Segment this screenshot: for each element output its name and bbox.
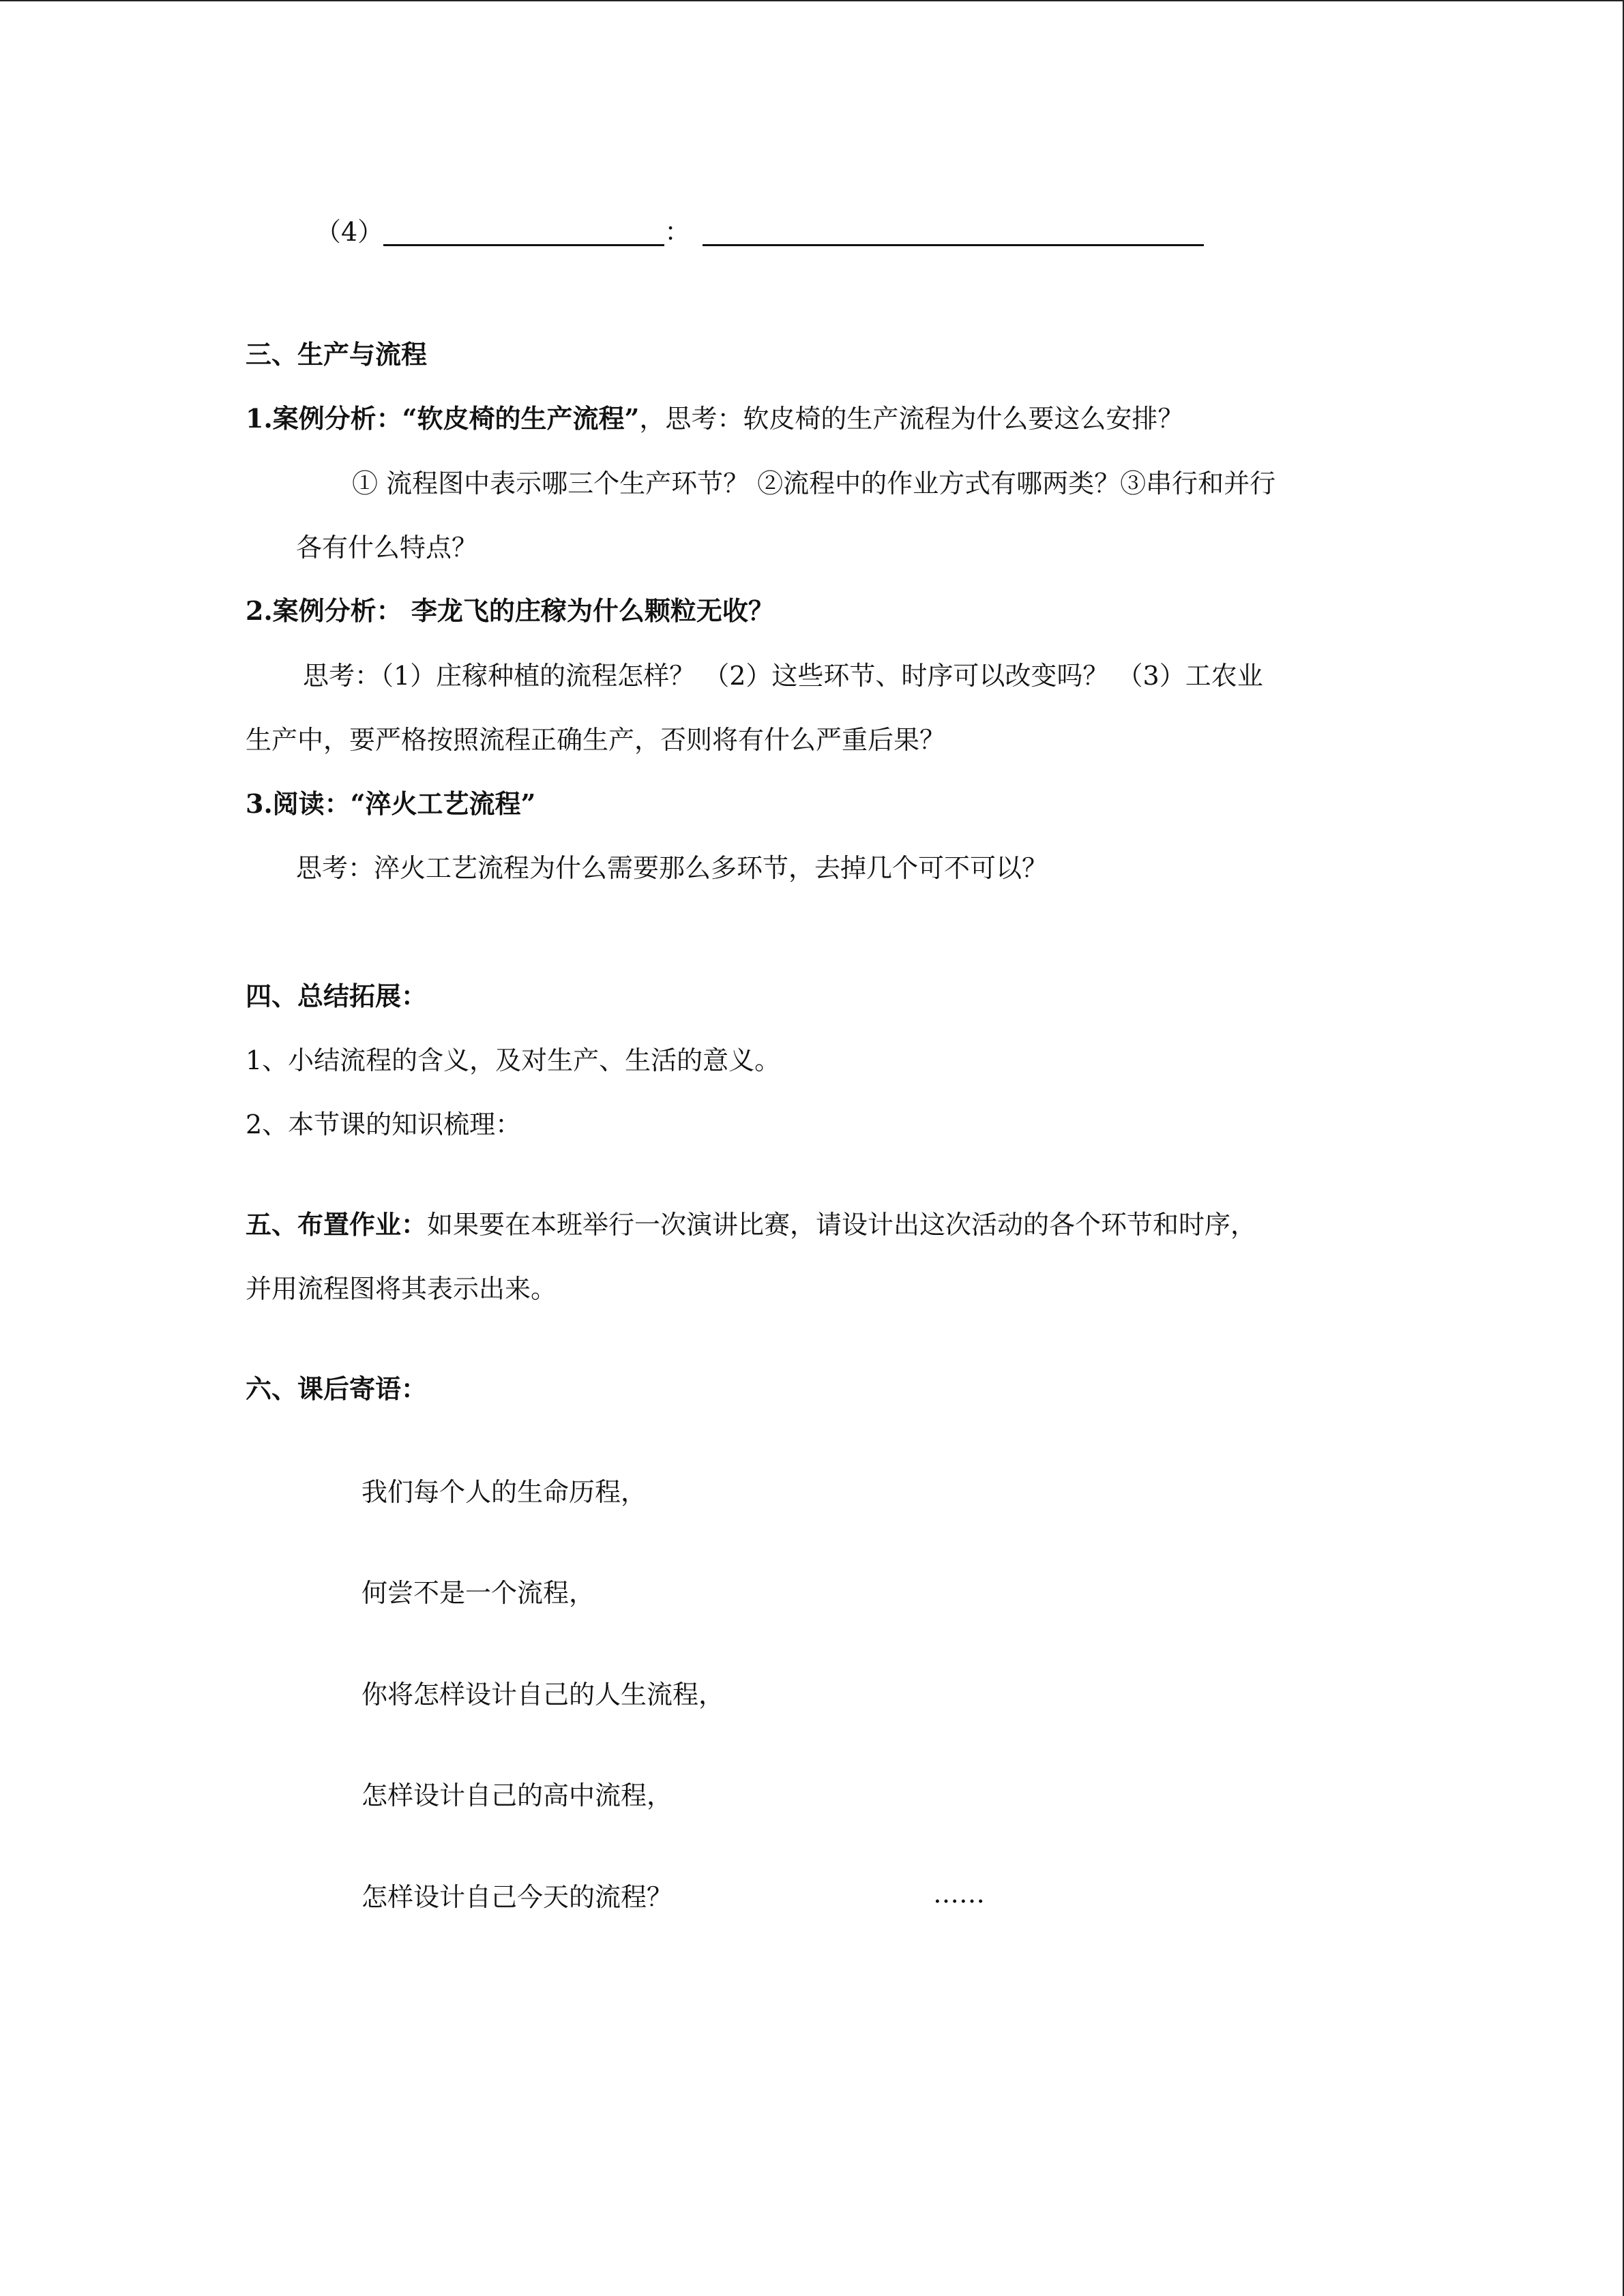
homework-line-2: 并用流程图将其表示出来。 [246, 1274, 557, 1304]
case-1-label: 1.案例分析：“软皮椅的生产流程” [246, 403, 640, 434]
poem-line-2: 何尝不是一个流程， [361, 1578, 595, 1608]
case-1-question: ，思考：软皮椅的生产流程为什么要这么安排？ [639, 404, 1184, 434]
case-2-label: 2.案例分析： 李龙飞的庄稼为什么颗粒无收？ [246, 595, 774, 626]
case-1-questions-line-2: 各有什么特点？ [296, 533, 478, 563]
summary-item-2: 2、本节课的知识梳理： [246, 1109, 522, 1139]
section-6-heading: 六、课后寄语： [246, 1373, 428, 1404]
item-separator: ： [664, 217, 691, 247]
summary-item-1: 1、小结流程的含义，及对生产、生活的意义。 [246, 1045, 781, 1075]
homework-text: 如果要在本班举行一次演讲比赛，请设计出这次活动的各个环节和时序， [427, 1210, 1257, 1240]
poem-line-5: 怎样设计自己今天的流程？ [361, 1882, 673, 1912]
case-1-line [246, 402, 1183, 436]
poem-line-1: 我们每个人的生命历程， [361, 1477, 647, 1507]
fill-in-item-4 [315, 215, 1204, 249]
blank-line-right [703, 217, 1204, 246]
case-2-think-line-2: 生产中，要严格按照流程正确生产，否则将有什么严重后果？ [246, 725, 946, 755]
poem-line-3: 你将怎样设计自己的人生流程， [361, 1680, 725, 1710]
poem-line-4: 怎样设计自己的高中流程， [361, 1780, 673, 1810]
section-4-heading: 四、总结拓展： [246, 981, 428, 1011]
case-1-questions-line-1: ① 流程图中表示哪三个生产环节？ ②流程中的作业方式有哪两类？③串行和并行 [352, 468, 1276, 498]
section-5-heading: 五、布置作业： [246, 1209, 428, 1240]
page-top-border [0, 0, 1624, 1]
read-3-label: 3.阅读：“淬火工艺流程” [246, 788, 536, 819]
case-2-think-line-1: 思考：（1）庄稼种植的流程怎样？ （2）这些环节、时序可以改变吗？ （3）工农业 [303, 661, 1263, 691]
homework-line-1 [246, 1208, 1256, 1242]
poem-ellipsis: …… [933, 1879, 985, 1909]
read-3-think: 思考：淬火工艺流程为什么需要那么多环节，去掉几个可不可以？ [296, 853, 1048, 883]
blank-line-left [383, 217, 664, 246]
section-3-heading: 三、生产与流程 [246, 339, 428, 370]
item-number: （4） [315, 217, 384, 247]
